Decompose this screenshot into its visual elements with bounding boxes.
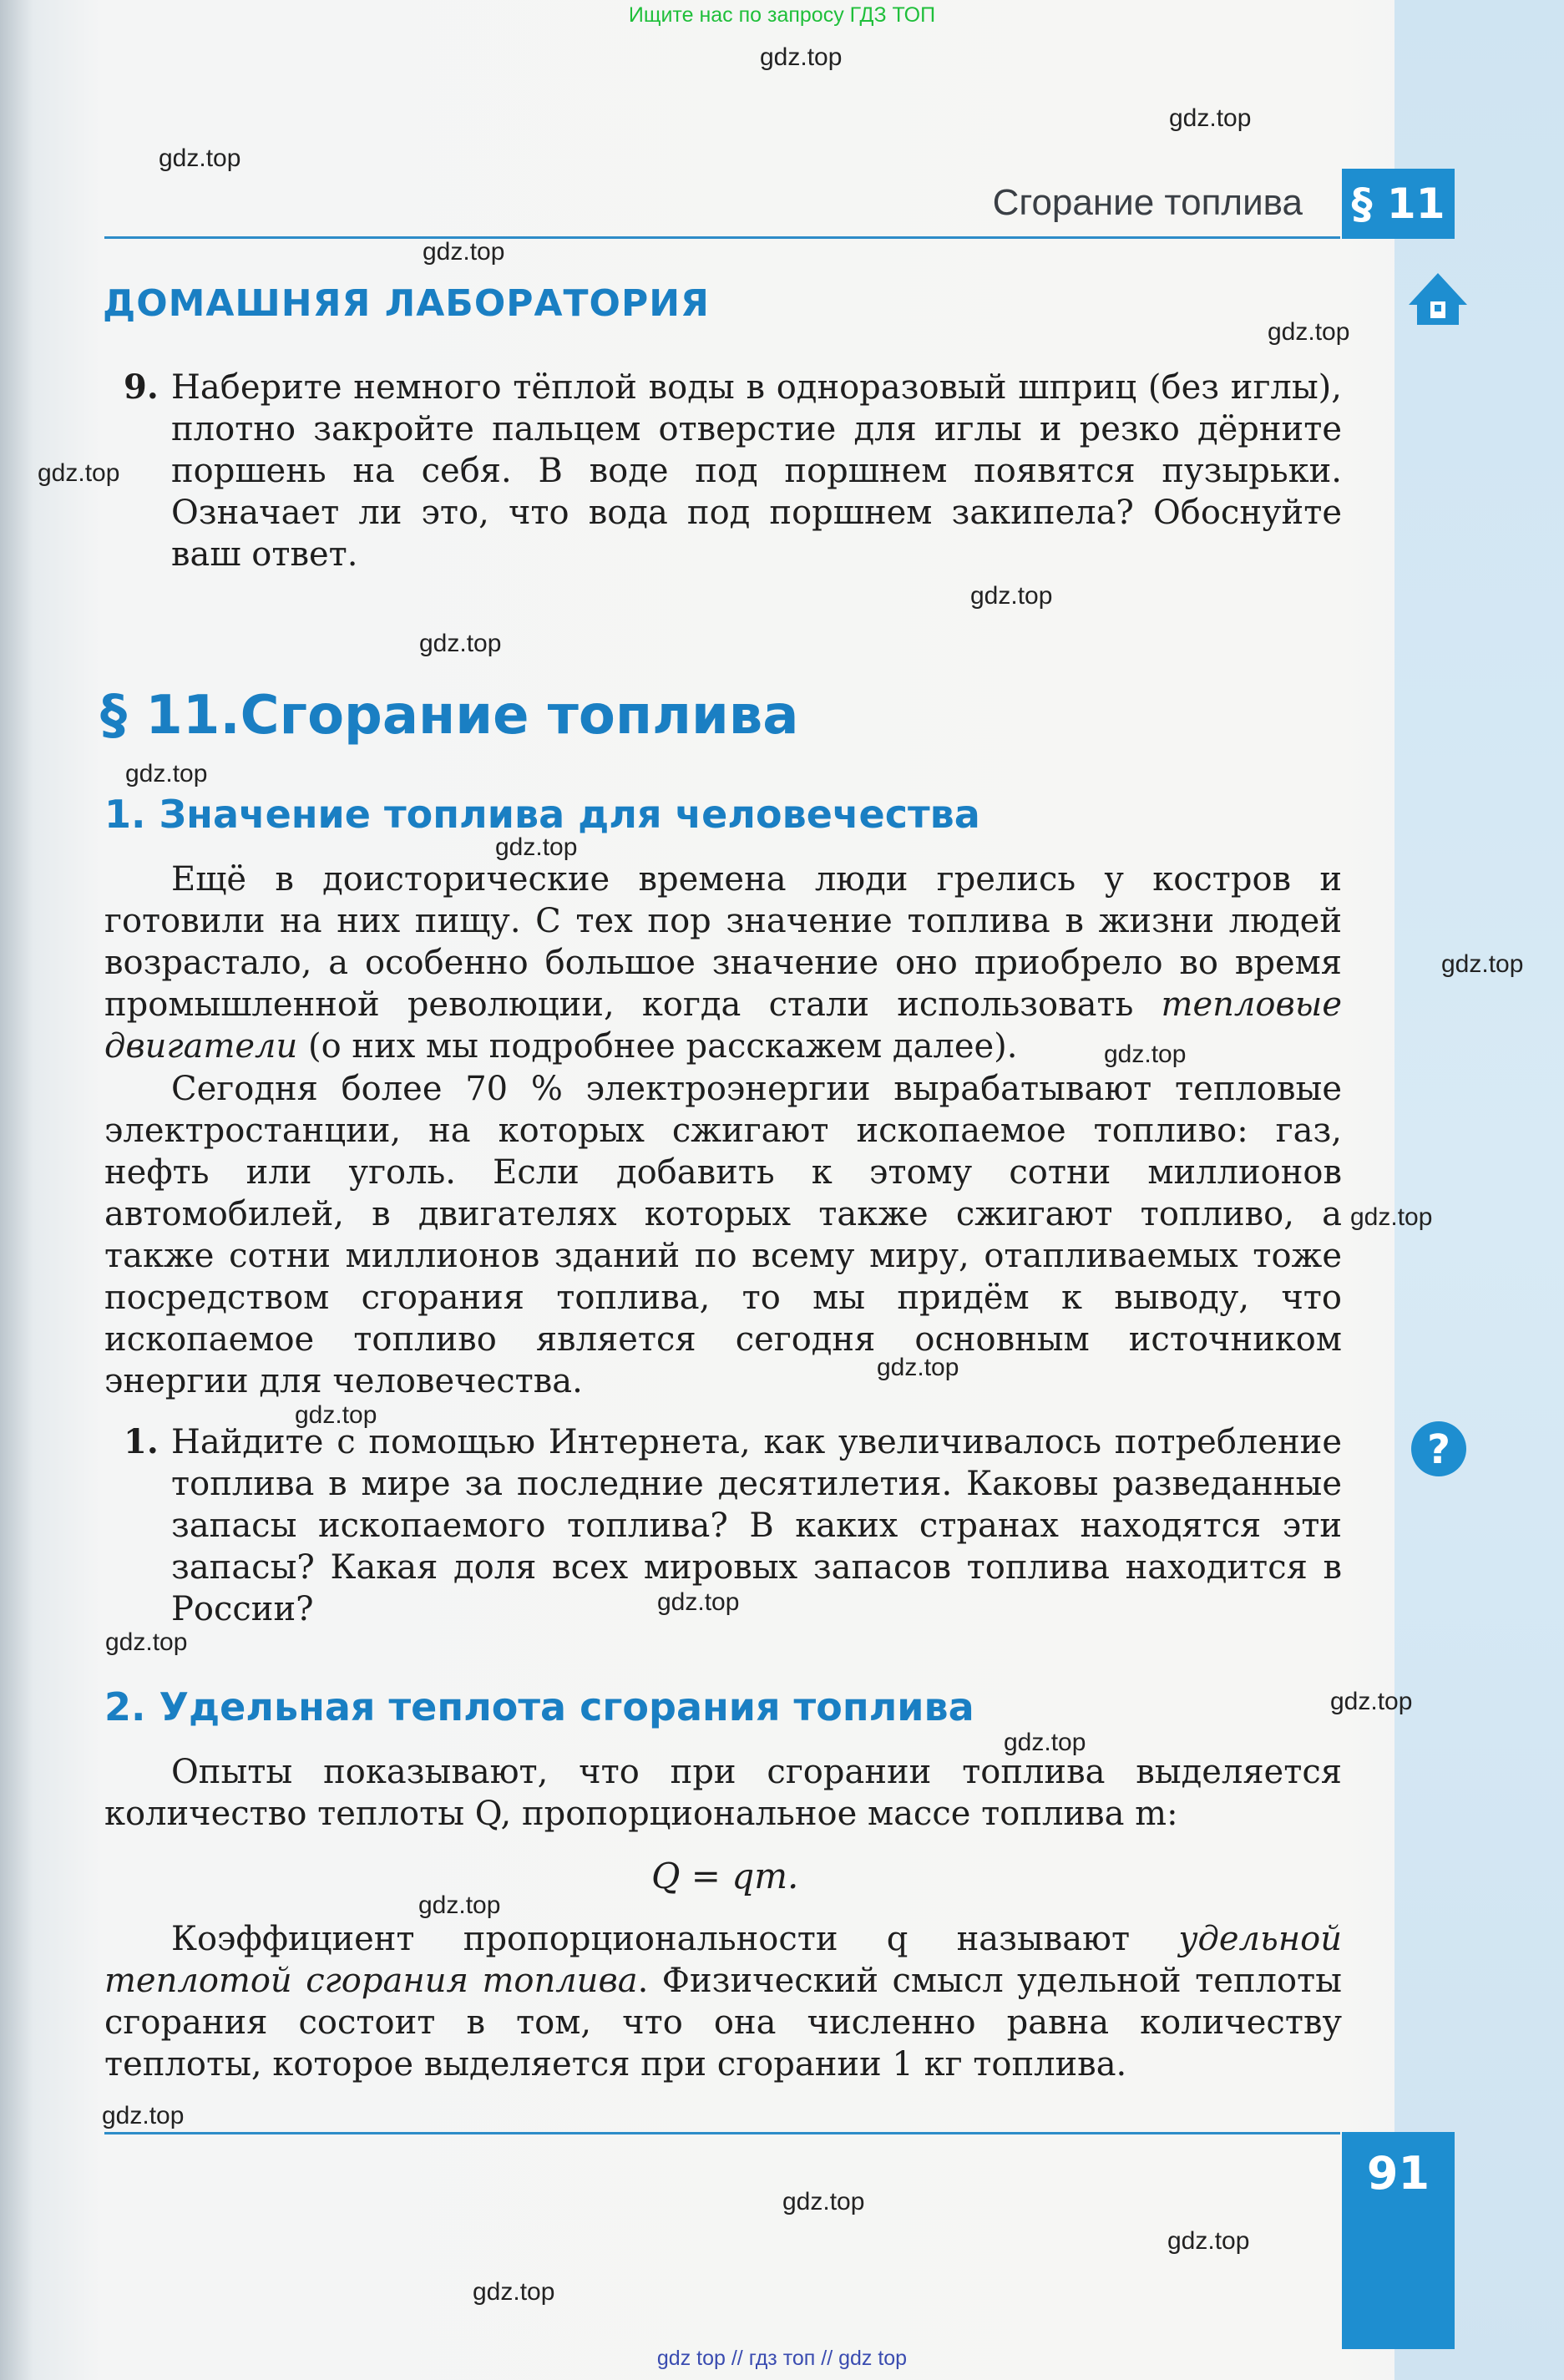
watermark: gdz.top	[38, 459, 120, 487]
subsection-1-paragraph-2: Сегодня более 70 % электроэнергии вырабатывают тепловые электростанции, на которых сжигают ископаемое топливо: газ, нефть или уголь. Если добавить к этому сотни миллионов автомобилей, в двигателях которых также сжигают топливо, а также сотни миллионов зданий по всему миру, отапливаемых тоже посредством сгорания топлива, то мы придём к выводу, что ископаемое топливо является сегодня основным источником энергии для человечества.	[104, 1070, 1342, 1400]
subsection-2-paragraph-1: Опыты показывают, что при сгорании топлива выделяется количество теплоты Q, пропорциональное массе топлива m:	[104, 1753, 1342, 1833]
watermark: gdz.top	[1350, 1203, 1433, 1231]
paragraph-2-text-a: Коэффициент пропорциональности q называют	[171, 1920, 1179, 1958]
svg-text:?: ?	[1427, 1426, 1450, 1473]
watermark: gdz.top	[1268, 318, 1350, 346]
watermark: gdz.top	[782, 2188, 865, 2215]
formula: Q = qm.	[651, 1856, 799, 1896]
footer-rule	[104, 2132, 1340, 2134]
page-number: 91	[1342, 2132, 1455, 2215]
paragraph-1-text-a: Ещё в доисторические времена люди грелись у костров и готовили на них пищу. С тех пор значение топлива в жизни людей возрастало, а особенно большое значение оно приобрело во время промышленной революции, когда стали использовать	[104, 860, 1342, 1024]
page-tab-extension	[1342, 2215, 1455, 2349]
section-title	[100, 685, 798, 747]
paragraph-2-text-b: . Физический смысл удельной теплоты сгорания состоит в том, что она численно равна количеству теплоты, которое выделяется при сгорании 1 кг топлива.	[104, 1962, 1342, 2084]
watermark: gdz.top	[423, 238, 505, 266]
watermark: gdz.top	[1330, 1688, 1413, 1715]
paragraph-2-italic-term: удельной теплотой сгорания топлива	[104, 1920, 1342, 2000]
section-number: § 11	[100, 685, 220, 747]
home-lab-heading: ДОМАШНЯЯ ЛАБОРАТОРИЯ	[103, 282, 710, 325]
watermark: gdz.top	[760, 43, 843, 71]
section-tab: § 11	[1342, 169, 1455, 239]
top-search-link[interactable]: Ищите нас по запросу ГДЗ ТОП	[628, 3, 936, 27]
watermark: gdz.top	[1441, 950, 1524, 978]
subsection-1-heading: 1. Значение топлива для человечества	[104, 792, 980, 837]
watermark: gdz.top	[125, 760, 208, 787]
watermark: gdz.top	[877, 1354, 959, 1381]
right-margin-strip	[1394, 0, 1564, 2380]
paragraph-1-text-b: (о них мы подробнее расскажем далее).	[297, 1027, 1018, 1066]
question-task-text: Найдите с помощью Интернета, как увеличивалось потребление топлива в мире за последние десятилетия. Каковы разведанные запасы ископаемого топлива? В каких странах находятся эти запасы? Какая доля всех мировых запасов топлива находится в России?	[171, 1423, 1342, 1628]
watermark: gdz.top	[1169, 104, 1252, 132]
subsection-2-heading: 2. Удельная теплота сгорания топлива	[104, 1684, 974, 1729]
watermark: gdz.top	[105, 1628, 188, 1656]
watermark: gdz.top	[418, 1891, 501, 1919]
watermark: gdz.top	[295, 1401, 377, 1429]
watermark: gdz.top	[1004, 1729, 1086, 1756]
lab-task-number: 9.	[124, 367, 159, 407]
header-rule	[104, 236, 1340, 239]
watermark: gdz.top	[1104, 1041, 1187, 1068]
lab-task-text: Наберите немного тёплой воды в одноразовый шприц (без иглы), плотно закройте пальцем отверстие для иглы и резко дёрните поршень на себя. В воде под поршнем появятся пузырьки. Означает ли это, что вода под поршнем закипела? Обоснуйте ваш ответ.	[171, 368, 1342, 574]
subsection-1-paragraph-1	[104, 858, 1342, 1067]
watermark: gdz.top	[159, 144, 241, 172]
home-icon	[1407, 271, 1469, 327]
running-title: Сгорание топлива	[992, 182, 1303, 223]
watermark: gdz.top	[495, 833, 578, 861]
paragraph-1-italic-term: тепловые двигатели	[104, 985, 1342, 1066]
watermark: gdz.top	[1167, 2227, 1250, 2255]
bottom-links[interactable]: gdz top // гдз топ // gdz top	[656, 2347, 908, 2370]
watermark: gdz.top	[657, 1588, 740, 1616]
watermark: gdz.top	[102, 2102, 185, 2129]
watermark: gdz.top	[970, 582, 1053, 610]
watermark: gdz.top	[473, 2278, 555, 2306]
subsection-2-paragraph-2	[104, 1918, 1342, 2085]
watermark: gdz.top	[419, 630, 502, 657]
question-icon	[1410, 1420, 1468, 1478]
section-title-text: Сгорание топлива	[240, 685, 799, 747]
question-task-number: 1.	[124, 1422, 159, 1461]
section-dot: .	[220, 685, 240, 747]
